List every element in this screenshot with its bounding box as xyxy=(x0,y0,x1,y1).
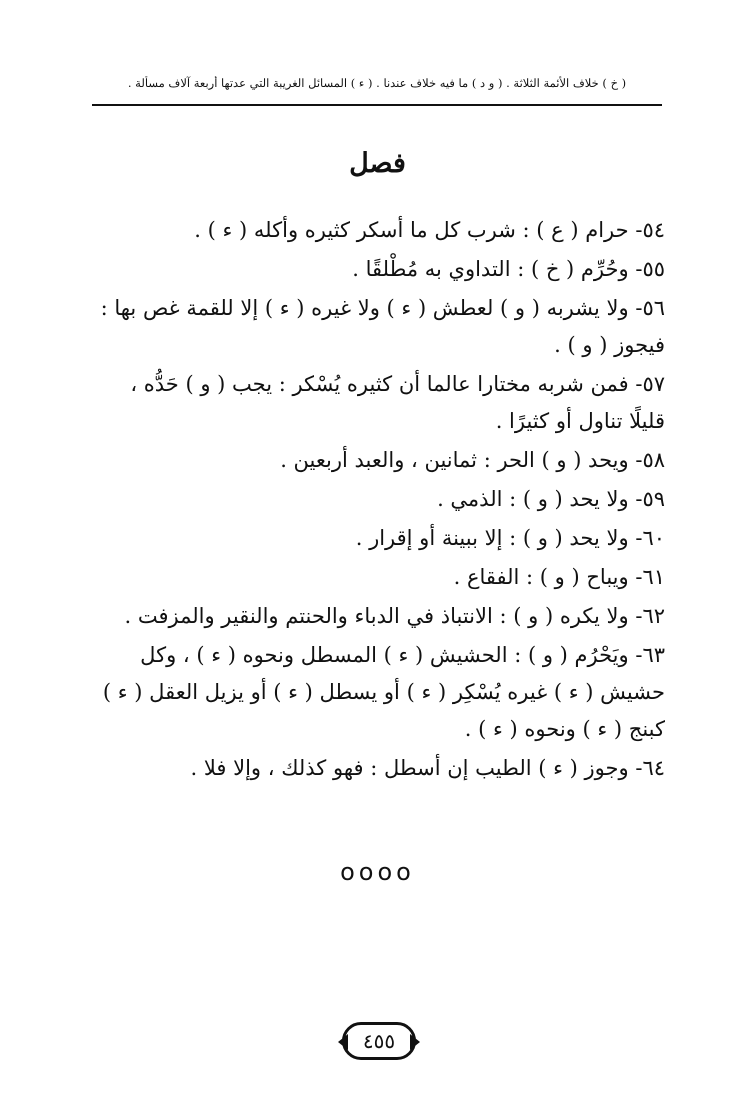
page-number: ٤٥٥ xyxy=(362,1029,396,1053)
entry-number: ٦٤- xyxy=(635,756,665,780)
entry-text: حرام ( ع ) : شرب كل ما أسكر كثيره وأكله ( ء ) . xyxy=(194,218,629,242)
entry-text: وحُرِّم ( خ ) : التداوي به مُطْلقًا . xyxy=(352,257,629,281)
section-end-ornament: oooo xyxy=(340,858,415,886)
entry-number: ٥٤- xyxy=(635,218,665,242)
entry-number: ٦٢- xyxy=(635,604,665,628)
entry-text: ولا يكره ( و ) : الانتباذ في الدباء والحنتم والنقير والمزفت . xyxy=(124,604,629,628)
page-number-badge xyxy=(342,1022,416,1060)
entry-text: فمن شربه مختارا عالما أن كثيره يُسْكر : يجب ( و ) حَدُّه ، قليلًا تناول أو كثيرًا . xyxy=(130,372,665,433)
entry-text: ويَحْرُم ( و ) : الحشيش ( ء ) المسطل ونحوه ( ء ) ، وكل حشيش ( ء ) غيره يُسْكِر ( ء ) أو يسطل ( ء ) أو يزيل العقل ( ء ) كبنج ( ء ) ونحوه ( ء ) . xyxy=(102,643,665,741)
list-item xyxy=(90,442,665,479)
entry-number: ٦٣- xyxy=(635,643,665,667)
list-item xyxy=(90,212,665,249)
list-item xyxy=(90,598,665,635)
entry-number: ٦١- xyxy=(635,565,665,589)
entry-number: ٦٠- xyxy=(635,526,665,550)
entry-number: ٥٧- xyxy=(635,372,665,396)
list-item xyxy=(90,251,665,288)
entry-number: ٥٩- xyxy=(635,487,665,511)
entry-number: ٥٥- xyxy=(635,257,665,281)
entry-number: ٥٦- xyxy=(635,296,665,320)
list-item xyxy=(90,637,665,748)
entry-text: ولا يحد ( و ) : الذمي . xyxy=(437,487,629,511)
list-item xyxy=(90,366,665,440)
list-item xyxy=(90,481,665,518)
entry-text: ويحد ( و ) الحر : ثمانين ، والعبد أربعين . xyxy=(280,448,629,472)
list-item xyxy=(90,520,665,557)
list-item xyxy=(90,290,665,364)
running-header: ( خ ) خلاف الأئمة الثلاثة . ( و د ) ما فيه خلاف عندنا . ( ء ) المسائل الغريبة التي عدتها أربعة آلاف مسألة . xyxy=(127,76,627,90)
entry-text: وجوز ( ء ) الطيب إن أسطل : فهو كذلك ، وإلا فلا . xyxy=(190,756,629,780)
entry-text: ولا يشربه ( و ) لعطش ( ء ) ولا غيره ( ء ) إلا للقمة غص بها : فيجوز ( و ) . xyxy=(100,296,665,357)
section-title: فصل xyxy=(349,148,406,179)
list-item xyxy=(90,750,665,787)
entry-number: ٥٨- xyxy=(635,448,665,472)
header-divider xyxy=(92,104,662,106)
entry-text: ويباح ( و ) : الفقاع . xyxy=(453,565,629,589)
list-item xyxy=(90,559,665,596)
rulings-list xyxy=(90,212,665,789)
entry-text: ولا يحد ( و ) : إلا ببينة أو إقرار . xyxy=(355,526,629,550)
